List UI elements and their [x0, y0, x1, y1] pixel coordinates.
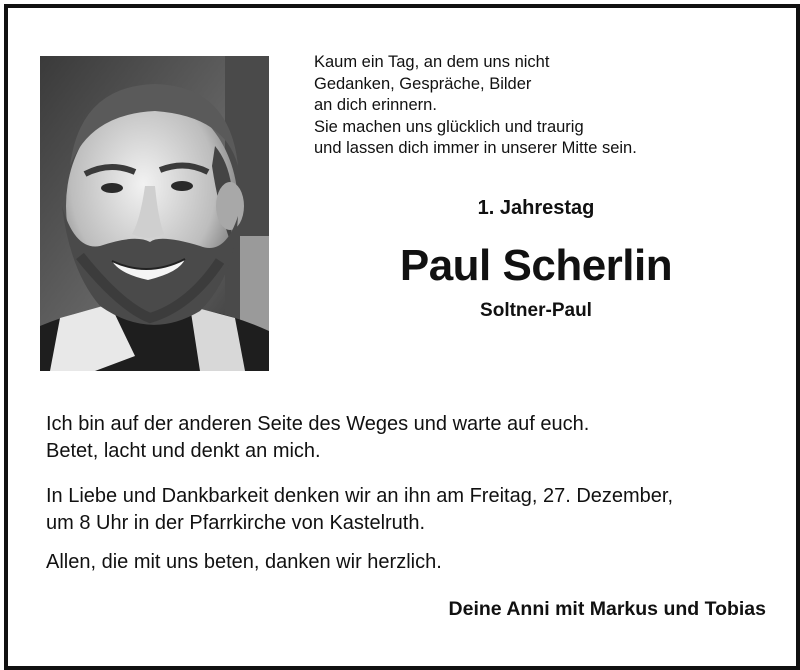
signature: Deine Anni mit Markus und Tobias	[448, 598, 766, 620]
paragraph-line: um 8 Uhr in der Pfarrkirche von Kastelruth.	[46, 512, 426, 534]
poem-line: an dich erinnern.	[314, 96, 437, 114]
deceased-name: Paul Scherlin	[399, 241, 673, 290]
deceased-nickname: Soltner-Paul	[480, 300, 592, 321]
paragraph-line: Allen, die mit uns beten, danken wir herzlich.	[46, 551, 442, 573]
mass-announcement-paragraph	[46, 483, 776, 537]
poem-line: Sie machen uns glücklich und traurig	[314, 117, 584, 136]
portrait-photo-icon	[40, 56, 269, 371]
poem-line: Gedanken, Gespräche, Bilder	[314, 74, 532, 93]
thanks-paragraph	[46, 549, 776, 576]
portrait-photo	[40, 56, 269, 371]
paragraph-line: Betet, lacht und denkt an mich.	[46, 440, 321, 462]
anniversary-heading: 1. Jahrestag	[477, 197, 595, 219]
poem-line: und lassen dich immer in unserer Mitte sein.	[314, 139, 637, 157]
paragraph-line: Ich bin auf der anderen Seite des Weges und warte auf euch.	[46, 413, 590, 435]
poem	[314, 52, 774, 160]
farewell-paragraph	[46, 411, 776, 465]
paragraph-line: In Liebe und Dankbarkeit denken wir an ihn am Freitag, 27. Dezember,	[46, 485, 674, 507]
poem-line: Kaum ein Tag, an dem uns nicht	[314, 53, 550, 71]
